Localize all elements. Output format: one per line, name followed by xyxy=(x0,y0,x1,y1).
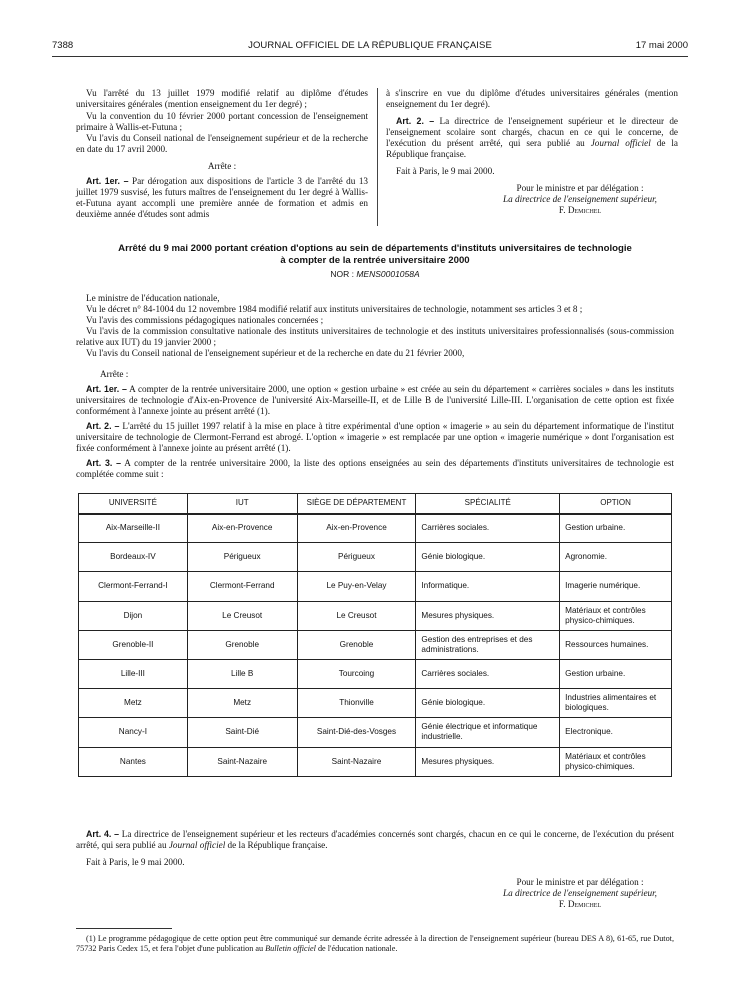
article-label: Art. 1er. – xyxy=(86,176,129,186)
table-row xyxy=(79,689,672,718)
table-cell: Carrières sociales. xyxy=(416,659,560,688)
bulletin-officiel-ref: Bulletin officiel xyxy=(265,943,316,953)
table-cell: Aix-en-Provence xyxy=(187,514,297,543)
decree-body xyxy=(76,293,674,480)
article-label: Art. 1er. – xyxy=(86,384,127,394)
decree-title xyxy=(76,243,674,266)
table-row xyxy=(79,630,672,659)
table-cell: Matériaux et contrôles physico-chimiques. xyxy=(560,747,672,776)
table-cell: Industries alimentaires et biologiques. xyxy=(560,689,672,718)
table-cell: Saint-Dié-des-Vosges xyxy=(297,718,416,747)
decree-closing xyxy=(76,829,674,868)
footnote xyxy=(76,934,674,953)
table-cell: Nantes xyxy=(79,747,188,776)
arrete-heading: Arrête : xyxy=(100,369,129,379)
article-1 xyxy=(76,384,674,417)
table-row xyxy=(79,572,672,601)
table-header-row xyxy=(79,494,672,514)
table-cell: Metz xyxy=(79,689,188,718)
article-text-end: de la République française. xyxy=(227,840,328,850)
article-label: Art. 4. – xyxy=(86,829,120,839)
table-cell: Aix-Marseille-II xyxy=(79,514,188,543)
footnote-text-end: de l'éducation nationale. xyxy=(317,943,398,953)
journal-officiel-ref: Journal officiel xyxy=(590,138,651,148)
table-cell: Imagerie numérique. xyxy=(560,572,672,601)
nor-reference xyxy=(76,269,674,280)
footnote-rule xyxy=(76,928,172,929)
table-cell: Informatique. xyxy=(416,572,560,601)
table-cell: Nancy-I xyxy=(79,718,188,747)
article-text-end: de la République française. xyxy=(386,138,679,159)
table-cell: Génie électrique et informatique industrielle. xyxy=(416,718,560,747)
signature-title: La directrice de l'enseignement supérieur, xyxy=(503,888,657,898)
article-text: A compter de la rentrée universitaire 2000, la liste des options enseignées au sein des départements d'instituts universitaires de technologie est complétée comme suit : xyxy=(76,458,674,479)
journal-officiel-ref: Journal officiel xyxy=(168,840,226,850)
article-2 xyxy=(386,116,678,160)
article-text: Par dérogation aux dispositions de l'article 3 de l'arrêté du 13 juillet 1979 susvisé, les futurs maîtres de l'enseignement du 1er degré à Wallis-et-Futuna ayant accompli une première année de formation et admis en deuxième année d'études sont admis xyxy=(76,176,369,219)
table-row xyxy=(79,747,672,776)
vu-paragraph: Vu l'arrêté du 13 juillet 1979 modifié relatif au diplôme d'études universitaires générales (mention enseignement du 1er degré) ; xyxy=(76,88,368,109)
table-cell: Thionville xyxy=(297,689,416,718)
column-divider xyxy=(377,88,378,226)
table-cell: Gestion urbaine. xyxy=(560,659,672,688)
table-row xyxy=(79,601,672,630)
table-cell: Gestion urbaine. xyxy=(560,514,672,543)
table-cell: Mesures physiques. xyxy=(416,747,560,776)
fait-line: Fait à Paris, le 9 mai 2000. xyxy=(396,166,495,176)
vu-paragraph: Vu l'avis du Conseil national de l'enseignement supérieur et de la recherche en date du 17 avril 2000. xyxy=(76,133,368,154)
table-cell: Metz xyxy=(187,689,297,718)
header-rule xyxy=(52,56,688,57)
vu-paragraph: Vu la convention du 10 février 2000 portant concession de l'enseignement primaire à Wallis-et-Futuna ; xyxy=(76,110,368,132)
table-cell: Lille B xyxy=(187,659,297,688)
footnote-text: (1) Le programme pédagogique de cette option peut être communiqué sur demande écrite adressée à la direction de l'enseignement supérieur (bureau DES A 8), 61-65, rue Dutot, 75732 Paris Cedex 15, et fera l'objet d'une publication au xyxy=(76,934,674,953)
continued-paragraph: à s'inscrire en vue du diplôme d'études universitaires générales (mention enseignement du 1er degré). xyxy=(386,88,678,109)
article-4 xyxy=(76,829,674,851)
nor-label: NOR : xyxy=(330,269,354,279)
table-row xyxy=(79,659,672,688)
preamble-line: Le ministre de l'éducation nationale, xyxy=(86,293,220,303)
table-cell: Saint-Nazaire xyxy=(297,747,416,776)
table-cell: Electronique. xyxy=(560,718,672,747)
nor-code: MENS0001058A xyxy=(356,269,420,279)
table-cell: Tourcoing xyxy=(297,659,416,688)
table-cell: Agronomie. xyxy=(560,543,672,572)
table-cell: Clermont-Ferrand-I xyxy=(79,572,188,601)
article-2 xyxy=(76,421,674,454)
article-3 xyxy=(76,458,674,480)
table-cell: Mesures physiques. xyxy=(416,601,560,630)
table-cell: Saint-Nazaire xyxy=(187,747,297,776)
column-header-specialite: SPÉCIALITÉ xyxy=(416,494,560,514)
decree-title-line: à compter de la rentrée universitaire 2000 xyxy=(280,254,470,266)
table-row xyxy=(79,514,672,543)
preamble-line: Vu le décret n° 84-1004 du 12 novembre 1984 modifié relatif aux instituts universitaires de technologie, notamment ses articles 3 et 8 ; xyxy=(86,304,583,314)
options-table xyxy=(78,493,672,777)
table-cell: Le Creusot xyxy=(297,601,416,630)
article-label: Art. 3. – xyxy=(86,458,122,468)
table-cell: Périgueux xyxy=(297,543,416,572)
table-cell: Le Puy-en-Velay xyxy=(297,572,416,601)
column-header-option: OPTION xyxy=(560,494,672,514)
preamble-line: Vu l'avis de la commission consultative nationale des instituts universitaires de technologie et des instituts universitaires professionnalisés (sous-commission relative aux IUT) du 19 janvier 2000 ; xyxy=(76,326,674,347)
article-text: L'arrêté du 15 juillet 1997 relatif à la mise en place à titre expérimental d'une option « imagerie » au sein du département informatique de l'institut universitaire de technologie de Clermont-Ferrand est abrogé. L'option « imagerie » est remplacée par une option « imagerie numérique » dont l'organisation est fixée conformément à l'annexe jointe au présent arrêté (1). xyxy=(76,421,674,453)
decree-title-line: Arrêté du 9 mai 2000 portant création d'options au sein de départements d'instituts universitaires de technologie xyxy=(118,243,632,254)
fait-line: Fait à Paris, le 9 mai 2000. xyxy=(86,857,185,867)
page-number: 7388 xyxy=(52,40,74,51)
table-cell: Grenoble xyxy=(187,630,297,659)
signature-name: F. Demichel xyxy=(558,899,602,909)
table-cell: Le Creusot xyxy=(187,601,297,630)
column-header-siege: SIÈGE DE DÉPARTEMENT xyxy=(297,494,416,514)
page-header xyxy=(52,40,688,54)
column-header-universite: UNIVERSITÉ xyxy=(79,494,188,514)
table-row xyxy=(79,543,672,572)
article-text: A compter de la rentrée universitaire 2000, une option « gestion urbaine » est créée au sein du département « carrières sociales » dans les instituts universitaires de technologie d'Aix-en-Provence de l'université Aix-Marseille-II, et de Lille B de l'université Lille-III. L'organisation de cette option est fixée conformément à l'annexe jointe au présent arrêté (1). xyxy=(76,384,674,416)
column-header-iut: IUT xyxy=(187,494,297,514)
table-cell: Saint-Dié xyxy=(187,718,297,747)
left-column xyxy=(76,88,368,221)
article-1 xyxy=(76,176,368,220)
table-cell: Génie biologique. xyxy=(416,543,560,572)
preamble-line: Vu l'avis du Conseil national de l'enseignement supérieur et de la recherche en date du 21 février 2000, xyxy=(86,348,465,358)
table-cell: Carrières sociales. xyxy=(416,514,560,543)
issue-date: 17 mai 2000 xyxy=(635,40,688,51)
preamble-line: Vu l'avis des commissions pédagogiques nationales concernées ; xyxy=(86,315,324,325)
signature-line: Pour le ministre et par délégation : xyxy=(516,183,644,193)
signature-line: Pour le ministre et par délégation : xyxy=(516,877,644,887)
article-text: La directrice de l'enseignement supérieur et le directeur de l'enseignement scolaire sont chargés, chacun en ce qui le concerne, de l'exécution du présent arrêté, qui sera publié au xyxy=(386,116,679,148)
table-cell: Ressources humaines. xyxy=(560,630,672,659)
table-cell: Périgueux xyxy=(187,543,297,572)
table-cell: Grenoble-II xyxy=(79,630,188,659)
table-cell: Lille-III xyxy=(79,659,188,688)
arrete-heading: Arrête : xyxy=(207,161,237,171)
table-cell: Dijon xyxy=(79,601,188,630)
table-cell: Aix-en-Provence xyxy=(297,514,416,543)
table-cell: Gestion des entreprises et des administrations. xyxy=(416,630,560,659)
signature-title: La directrice de l'enseignement supérieur, xyxy=(503,194,657,204)
article-label: Art. 2. – xyxy=(396,116,435,126)
article-text: La directrice de l'enseignement supérieur et les recteurs d'académies concernés sont chargés, chacun en ce qui le concerne, de l'exécution du présent arrêté, qui sera publié au xyxy=(76,829,674,850)
table-cell: Clermont-Ferrand xyxy=(187,572,297,601)
signature-block xyxy=(482,183,678,216)
table-cell: Grenoble xyxy=(297,630,416,659)
table-cell: Matériaux et contrôles physico-chimiques. xyxy=(560,601,672,630)
signature-name: F. Demichel xyxy=(558,205,602,215)
table-row xyxy=(79,718,672,747)
article-label: Art. 2. – xyxy=(86,421,120,431)
table-cell: Bordeaux-IV xyxy=(79,543,188,572)
signature-block xyxy=(470,877,690,910)
table-cell: Génie biologique. xyxy=(416,689,560,718)
journal-title: JOURNAL OFFICIEL DE LA RÉPUBLIQUE FRANÇAISE xyxy=(248,40,492,51)
right-column xyxy=(386,88,678,216)
